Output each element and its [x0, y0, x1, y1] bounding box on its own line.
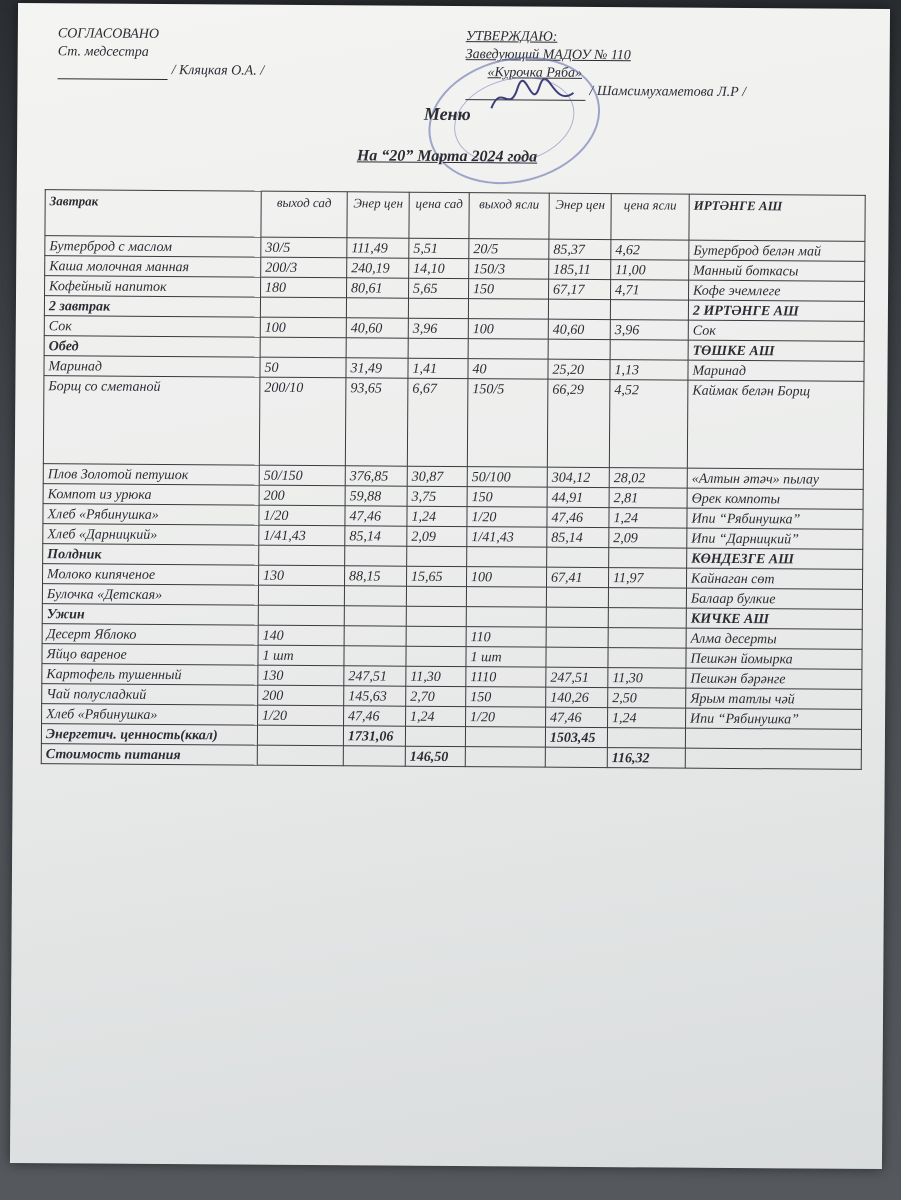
table-cell: 1 шт	[466, 647, 546, 668]
table-cell: 247,51	[546, 667, 608, 687]
table-cell	[546, 607, 608, 627]
table-cell: 20/5	[469, 239, 549, 260]
table-cell: 1503,45	[545, 727, 607, 747]
table-cell: 80,61	[347, 278, 409, 298]
table-cell: 11,00	[611, 260, 689, 281]
table-cell: 40,60	[346, 318, 408, 338]
table-cell: 15,65	[406, 566, 466, 586]
table-cell: 146,50	[405, 746, 465, 766]
table-cell: Хлеб «Рябинушка»	[43, 504, 259, 526]
table-cell: 1,24	[407, 506, 467, 526]
table-cell: 116,32	[607, 748, 685, 769]
table-cell: 247,51	[344, 666, 406, 686]
table-cell	[259, 545, 345, 566]
table-cell	[607, 728, 685, 749]
table-cell	[406, 646, 466, 666]
table-cell	[608, 588, 686, 609]
table-cell	[608, 628, 686, 649]
table-cell: Өрек компоты	[687, 488, 863, 509]
column-header: выход ясли	[469, 193, 549, 240]
table-cell: Пешкән бәрәнге	[686, 668, 862, 689]
table-cell	[467, 547, 547, 568]
agreement-block	[58, 25, 358, 81]
table-cell: 1/41,43	[467, 527, 547, 548]
table-cell: КӨНДЕЗГЕ АШ	[687, 548, 863, 569]
table-cell: 59,88	[345, 486, 407, 506]
table-cell: 11,30	[406, 666, 466, 686]
table-cell: 1/20	[259, 505, 345, 526]
table-cell	[405, 726, 465, 746]
table-cell: 2,50	[608, 688, 686, 709]
table-cell	[466, 587, 546, 608]
table-cell: Каймак белән Борщ	[687, 380, 864, 469]
table-cell: 1 шт	[258, 645, 344, 666]
table-cell: Ярым татлы чәй	[686, 688, 862, 709]
table-cell: 14,10	[409, 258, 469, 278]
table-cell: 180	[261, 277, 347, 298]
table-cell: 110	[466, 627, 546, 648]
head-role: Заведующий МАДОУ № 110	[465, 47, 631, 64]
table-cell: 11,30	[608, 668, 686, 689]
table-cell: Чай полусладкий	[42, 684, 258, 706]
table-cell: 1/20	[467, 507, 547, 528]
table-cell: Кофейный напиток	[45, 276, 261, 298]
table-cell: Бутерброд с маслом	[45, 236, 261, 258]
table-cell	[465, 747, 545, 768]
table-cell: 2,70	[406, 686, 466, 706]
table-cell	[610, 340, 688, 361]
table-cell	[257, 725, 343, 746]
table-cell: 1/20	[258, 705, 344, 726]
table-cell	[406, 626, 466, 646]
column-header: цена сад	[409, 192, 469, 238]
table-cell: 240,19	[347, 258, 409, 278]
table-cell: 47,46	[547, 507, 609, 527]
table-cell: Ипи “Рябинушка”	[687, 508, 863, 529]
table-cell: 1,24	[406, 706, 466, 726]
table-cell: Хлеб «Рябинушка»	[42, 704, 258, 726]
table-cell: 2 ИРТӘНГЕ АШ	[688, 300, 864, 321]
table-cell: 66,29	[547, 379, 610, 467]
table-cell: 1731,06	[343, 726, 405, 746]
table-cell: 67,41	[546, 567, 608, 587]
table-cell: 47,46	[546, 707, 608, 727]
table-cell: Десерт Яблоко	[42, 624, 258, 646]
table-cell	[548, 299, 610, 319]
table-cell: 150	[467, 487, 547, 508]
table-cell	[685, 728, 861, 749]
table-cell: Маринад	[688, 360, 864, 381]
table-cell: 50	[260, 357, 346, 378]
table-cell: 1,24	[609, 508, 687, 529]
table-cell: «Алтын әтәч» пылау	[687, 468, 863, 489]
table-cell: Маринад	[44, 356, 260, 378]
page-title: Меню	[423, 103, 471, 125]
table-cell	[407, 546, 467, 566]
table-cell: 2,81	[609, 488, 687, 509]
table-cell	[610, 300, 688, 321]
table-cell: Булочка «Детская»	[42, 584, 258, 606]
table-cell: 31,49	[346, 358, 408, 378]
table-cell	[408, 338, 468, 358]
table-cell: Молоко кипяченое	[43, 564, 259, 586]
table-cell: 88,15	[344, 566, 406, 586]
table-cell: 200	[259, 485, 345, 506]
kindergarten-name: «Курочка Ряба»	[487, 65, 583, 81]
table-cell	[546, 647, 608, 667]
table-cell	[406, 586, 466, 606]
table-cell: ТӨШКЕ АШ	[688, 340, 864, 361]
table-cell: Кайнаган сөт	[686, 568, 862, 589]
table-cell: Бутерброд белән май	[689, 240, 865, 261]
column-header: цена ясли	[611, 194, 689, 241]
table-cell	[344, 606, 406, 626]
table-cell: 100	[468, 319, 548, 340]
table-cell	[258, 585, 344, 606]
table-cell: Кофе эчемлеге	[689, 280, 865, 301]
table-cell: 130	[258, 665, 344, 686]
table-cell: 67,17	[549, 279, 611, 299]
table-cell: Пешкән йомырка	[686, 648, 862, 669]
table-cell	[346, 338, 408, 358]
table-cell	[547, 547, 609, 567]
table-cell	[608, 608, 686, 629]
table-cell: Сок	[688, 320, 864, 341]
table-cell: 47,46	[344, 706, 406, 726]
column-header: Завтрак	[45, 190, 261, 238]
table-cell: 50/150	[259, 465, 345, 486]
table-cell	[546, 587, 608, 607]
table-cell: 85,14	[345, 526, 407, 546]
agreed-label: СОГЛАСОВАНО	[57, 26, 160, 42]
menu-table	[41, 189, 866, 770]
table-cell: 5,65	[409, 278, 469, 298]
table-cell: 1,41	[408, 358, 468, 378]
table-cell	[343, 746, 405, 766]
table-cell: 100	[260, 317, 346, 338]
table-cell: 11,97	[608, 568, 686, 589]
table-cell: 150	[469, 279, 549, 300]
table-cell	[546, 627, 608, 647]
table-cell: 3,96	[610, 320, 688, 341]
table-cell: 140	[258, 625, 344, 646]
table-cell: Сок	[44, 316, 260, 338]
table-cell	[466, 607, 546, 628]
table-cell	[609, 548, 687, 569]
table-cell	[344, 586, 406, 606]
head-name: / Шамсимухаметова Л.Р /	[589, 83, 747, 101]
table-cell	[548, 339, 610, 359]
nurse-signature-line	[58, 78, 168, 80]
table-cell: Компот из урюка	[43, 484, 259, 506]
table-cell: 85,37	[549, 239, 611, 259]
column-header: выход сад	[261, 191, 347, 238]
table-cell	[406, 606, 466, 626]
table-cell: 4,71	[611, 280, 689, 301]
table-cell	[260, 297, 346, 318]
table-cell: 40,60	[548, 319, 610, 339]
table-cell: Борщ со сметаной	[43, 376, 260, 466]
table-cell: 30/5	[261, 237, 347, 258]
table-cell: 2 завтрак	[44, 296, 260, 318]
table-cell: 200	[258, 685, 344, 706]
table-header-row	[45, 190, 865, 242]
table-cell: 100	[466, 567, 546, 588]
table-cell: Каша молочная манная	[45, 256, 261, 278]
table-cell: 1,13	[610, 360, 688, 381]
table-cell: Манный боткасы	[689, 260, 865, 281]
table-cell	[468, 339, 548, 360]
table-cell: Хлеб «Дарницкий»	[43, 524, 259, 546]
table-cell: 1/41,43	[259, 525, 345, 546]
table-cell: 4,62	[611, 240, 689, 261]
table-cell: 304,12	[547, 467, 609, 487]
column-header: ИРТӘНГЕ АШ	[689, 194, 865, 241]
table-cell	[344, 646, 406, 666]
table-cell: 50/100	[467, 467, 547, 488]
table-cell: 150	[466, 687, 546, 708]
table-cell: 376,85	[345, 466, 407, 486]
table-cell: 111,49	[347, 238, 409, 258]
table-cell: 145,63	[344, 686, 406, 706]
table-cell: 30,87	[407, 466, 467, 486]
table-cell: 3,75	[407, 486, 467, 506]
table-cell: Полдник	[43, 544, 259, 566]
table-cell: Ипи “Дарницкий”	[687, 528, 863, 549]
table-cell: Энергетич. ценность(ккал)	[41, 724, 257, 746]
table-cell: 185,11	[549, 259, 611, 279]
table-cell: 140,26	[546, 687, 608, 707]
table-cell: 1/20	[466, 707, 546, 728]
table-cell	[258, 605, 344, 626]
table-cell: 25,20	[548, 359, 610, 379]
table-cell: 40	[468, 359, 548, 380]
table-cell: 3,96	[408, 318, 468, 338]
table-cell: Ужин	[42, 604, 258, 626]
table-cell	[257, 745, 343, 766]
table-cell: 28,02	[609, 468, 687, 489]
table-cell: 2,09	[609, 528, 687, 549]
table-cell: КИЧКЕ АШ	[686, 608, 862, 629]
table-cell: 44,91	[547, 487, 609, 507]
table-cell: 6,67	[407, 378, 468, 466]
table-cell: Яйцо вареное	[42, 644, 258, 666]
table-cell: 200/10	[259, 377, 346, 466]
table-cell: 1,24	[608, 708, 686, 729]
table-cell: 4,52	[609, 380, 688, 469]
table-cell: Плов Золотой петушок	[43, 464, 259, 486]
table-cell: Картофель тушенный	[42, 664, 258, 686]
table-cell: Обед	[44, 336, 260, 358]
nurse-name: / Кляцкая О.А. /	[171, 63, 265, 79]
menu-sheet	[10, 3, 890, 1169]
table-cell: 150/3	[469, 259, 549, 280]
nurse-role: Ст. медсестра	[57, 44, 149, 60]
table-cell: Стоимость питания	[41, 744, 257, 766]
table-cell	[408, 298, 468, 318]
table-cell	[685, 748, 861, 769]
table-cell: 200/3	[261, 257, 347, 278]
table-cell: 1110	[466, 667, 546, 688]
table-cell: 93,65	[345, 378, 408, 466]
table-cell	[346, 298, 408, 318]
column-header: Энер цен	[549, 193, 611, 239]
table-cell: 2,09	[407, 526, 467, 546]
table-cell	[608, 648, 686, 669]
table-cell: 85,14	[547, 527, 609, 547]
table-cell	[468, 299, 548, 320]
table-cell: Балаар булкие	[686, 588, 862, 609]
table-row	[43, 376, 864, 470]
date-line: На “20” Марта 2024 года	[356, 147, 538, 166]
column-header: Энер цен	[347, 192, 409, 238]
table-cell	[260, 337, 346, 358]
table-cell	[465, 727, 545, 748]
table-cell	[345, 546, 407, 566]
table-cell: 5,51	[409, 238, 469, 258]
table-cell: Алма десерты	[686, 628, 862, 649]
table-cell	[545, 747, 607, 767]
table-cell: 130	[259, 565, 345, 586]
table-cell	[344, 626, 406, 646]
table-cell: 150/5	[467, 379, 548, 468]
table-cell: 47,46	[345, 506, 407, 526]
table-cell: Ипи “Рябинушка”	[686, 708, 862, 729]
approved-label: УТВЕРЖДАЮ:	[465, 29, 558, 45]
